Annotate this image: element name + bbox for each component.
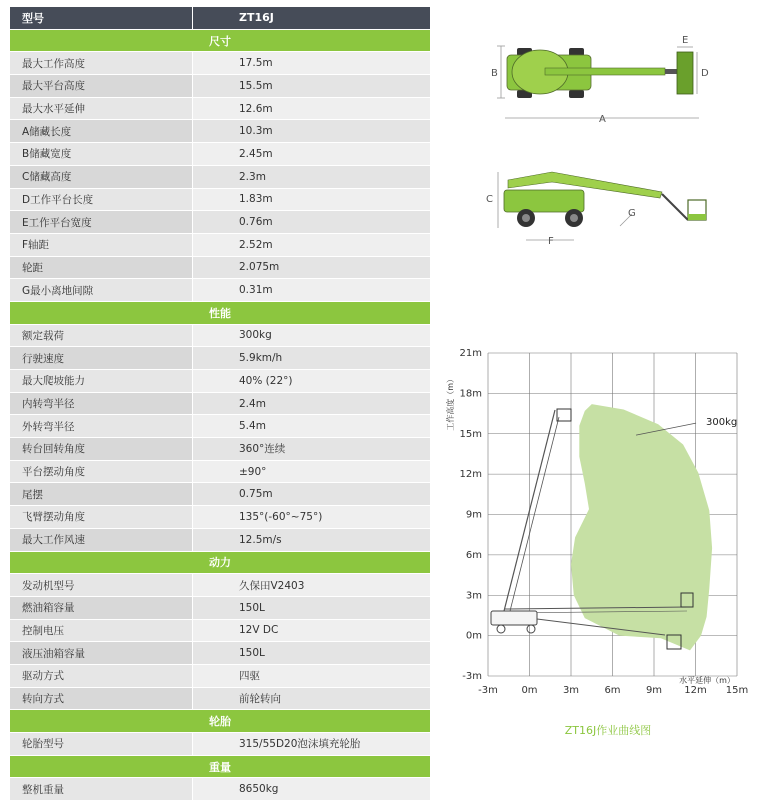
spec-label: 液压油箱容量: [10, 642, 193, 665]
spec-label: 驱动方式: [10, 664, 193, 687]
platform-floor: [688, 214, 706, 220]
spec-row: [10, 528, 430, 551]
working-envelope-area: [571, 404, 712, 650]
table-header-row: [10, 7, 430, 29]
spec-row: [10, 642, 430, 665]
y-tick-label: 0m: [465, 630, 482, 642]
chassis-side: [504, 190, 584, 212]
section-header-row: [10, 551, 430, 574]
spec-label: 额定载荷: [10, 324, 193, 347]
y-tick-label: -3m: [462, 671, 482, 682]
spec-value: 150L: [193, 642, 431, 665]
y-tick-label: 21m: [459, 348, 482, 359]
spec-row: [10, 324, 430, 347]
spec-row: [10, 415, 430, 438]
spec-value: 360°连续: [193, 438, 431, 461]
spec-row: [10, 188, 430, 211]
spec-label: A储藏长度: [10, 120, 193, 143]
spec-value: 0.75m: [193, 483, 431, 506]
jib-top: [665, 69, 677, 74]
dimension-label-b: B: [491, 68, 498, 79]
hub: [522, 214, 530, 222]
x-tick-label: 9m: [645, 685, 663, 696]
spec-value: 12.5m/s: [193, 528, 431, 551]
wheel: [497, 625, 505, 633]
boom-top: [545, 68, 665, 75]
x-tick-label: 6m: [604, 685, 621, 696]
side-view-drawing: [482, 160, 732, 250]
spec-label: C储藏高度: [10, 165, 193, 188]
spec-table-body: [10, 7, 430, 801]
dimension-label-d: D: [701, 68, 709, 79]
spec-label: 最大工作风速: [10, 528, 193, 551]
x-tick-label: 15m: [725, 685, 749, 696]
dimension-label-c: C: [486, 194, 493, 205]
spec-label: 行驶速度: [10, 347, 193, 370]
spec-value: 10.3m: [193, 120, 431, 143]
machine-body: [491, 611, 537, 625]
spec-row: [10, 347, 430, 370]
spec-row: [10, 506, 430, 529]
y-tick-label: 6m: [465, 549, 482, 561]
platform-top: [677, 52, 693, 94]
spec-row: [10, 143, 430, 166]
spec-row: [10, 52, 430, 75]
x-tick-label: 0m: [521, 685, 538, 696]
wheel: [527, 625, 535, 633]
spec-row: [10, 211, 430, 234]
section-header-row: [10, 755, 430, 778]
spec-label: 内转弯半径: [10, 392, 193, 415]
spec-value: 5.4m: [193, 415, 431, 438]
spec-row: [10, 574, 430, 597]
spec-table: [10, 7, 430, 801]
spec-row: [10, 664, 430, 687]
spec-value: 135°(-60°~75°): [193, 506, 431, 529]
spec-label: F轴距: [10, 233, 193, 256]
spec-row: [10, 483, 430, 506]
section-title: 性能: [10, 301, 430, 324]
x-axis-title: 水平延伸（m）: [679, 676, 735, 685]
spec-row: [10, 370, 430, 393]
spec-value: 17.5m: [193, 52, 431, 75]
dimension-label-e: E: [682, 35, 689, 46]
spec-value: 2.4m: [193, 392, 431, 415]
spec-label: 控制电压: [10, 619, 193, 642]
spec-label: 尾摆: [10, 483, 193, 506]
spec-row: [10, 687, 430, 710]
y-tick-label: 15m: [459, 428, 482, 440]
spec-row: [10, 392, 430, 415]
spec-label: G最小离地间隙: [10, 279, 193, 302]
spec-value: 1.83m: [193, 188, 431, 211]
jib-side: [662, 194, 688, 220]
spec-row: [10, 460, 430, 483]
y-tick-label: 3m: [465, 590, 482, 602]
spec-value: 12.6m: [193, 97, 431, 120]
spec-value: 前轮转向: [193, 687, 431, 710]
spec-label: 飞臂摆动角度: [10, 506, 193, 529]
y-tick-label: 9m: [465, 509, 482, 521]
spec-row: [10, 120, 430, 143]
spec-label: 轮距: [10, 256, 193, 279]
spec-label: 转向方式: [10, 687, 193, 710]
spec-value: 四驱: [193, 664, 431, 687]
spec-label: 转台回转角度: [10, 438, 193, 461]
y-tick-label: 12m: [459, 469, 482, 481]
x-tick-label: -3m: [478, 685, 498, 696]
spec-label: 最大平台高度: [10, 75, 193, 98]
section-title: 轮胎: [10, 710, 430, 733]
spec-row: [10, 279, 430, 302]
spec-row: [10, 619, 430, 642]
spec-value: 2.52m: [193, 233, 431, 256]
spec-label: 平台摆动角度: [10, 460, 193, 483]
spec-row: [10, 778, 430, 801]
dimension-label-f: F: [548, 236, 554, 247]
spec-value: 久保田V2403: [193, 574, 431, 597]
section-header-row: [10, 710, 430, 733]
spec-label: E工作平台宽度: [10, 211, 193, 234]
y-tick-label: 18m: [459, 388, 482, 400]
spec-label: B储藏宽度: [10, 143, 193, 166]
section-title: 尺寸: [10, 29, 430, 52]
boom-raised: [503, 410, 555, 615]
spec-row: [10, 438, 430, 461]
spec-row: [10, 733, 430, 756]
spec-value: 2.45m: [193, 143, 431, 166]
load-label: 300kg: [706, 417, 738, 429]
section-header-row: [10, 29, 430, 52]
spec-label: 燃油箱容量: [10, 596, 193, 619]
spec-label: 外转弯半径: [10, 415, 193, 438]
spec-value: 8650kg: [193, 778, 431, 801]
spec-value: ±90°: [193, 460, 431, 483]
spec-value: 150L: [193, 596, 431, 619]
x-tick-label: 3m: [562, 685, 580, 696]
spec-row: [10, 97, 430, 120]
x-tick-label: 12m: [684, 685, 707, 696]
hub: [570, 214, 578, 222]
tire: [569, 90, 584, 98]
spec-label: 发动机型号: [10, 574, 193, 597]
spec-label: D工作平台长度: [10, 188, 193, 211]
spec-row: [10, 256, 430, 279]
header-model: ZT16J: [193, 7, 431, 29]
dimension-label-a: A: [599, 114, 606, 125]
header-label: 型号: [10, 7, 193, 29]
chart-envelope: [571, 404, 712, 650]
spec-label: 最大爬坡能力: [10, 370, 193, 393]
section-title: 动力: [10, 551, 430, 574]
top-view-drawing: [485, 30, 715, 130]
spec-row: [10, 233, 430, 256]
section-title: 重量: [10, 755, 430, 778]
chart-caption: ZT16J作业曲线图: [564, 724, 652, 737]
spec-value: 12V DC: [193, 619, 431, 642]
spec-value: 40% (22°): [193, 370, 431, 393]
spec-label: 最大工作高度: [10, 52, 193, 75]
spec-row: [10, 596, 430, 619]
spec-value: 2.3m: [193, 165, 431, 188]
dimension-label-g: G: [628, 208, 636, 219]
platform-raised: [557, 409, 571, 421]
boom-raised: [509, 417, 559, 615]
y-axis-title: 工作高度（m）: [446, 375, 455, 431]
spec-label: 整机重量: [10, 778, 193, 801]
spec-value: 2.075m: [193, 256, 431, 279]
spec-value: 5.9km/h: [193, 347, 431, 370]
section-header-row: [10, 301, 430, 324]
spec-row: [10, 75, 430, 98]
spec-label: 轮胎型号: [10, 733, 193, 756]
working-range-chart: [435, 345, 755, 710]
spec-value: 300kg: [193, 324, 431, 347]
spec-value: 0.31m: [193, 279, 431, 302]
spec-value: 315/55D20泡沫填充轮胎: [193, 733, 431, 756]
spec-row: [10, 165, 430, 188]
spec-value: 15.5m: [193, 75, 431, 98]
spec-label: 最大水平延伸: [10, 97, 193, 120]
spec-value: 0.76m: [193, 211, 431, 234]
